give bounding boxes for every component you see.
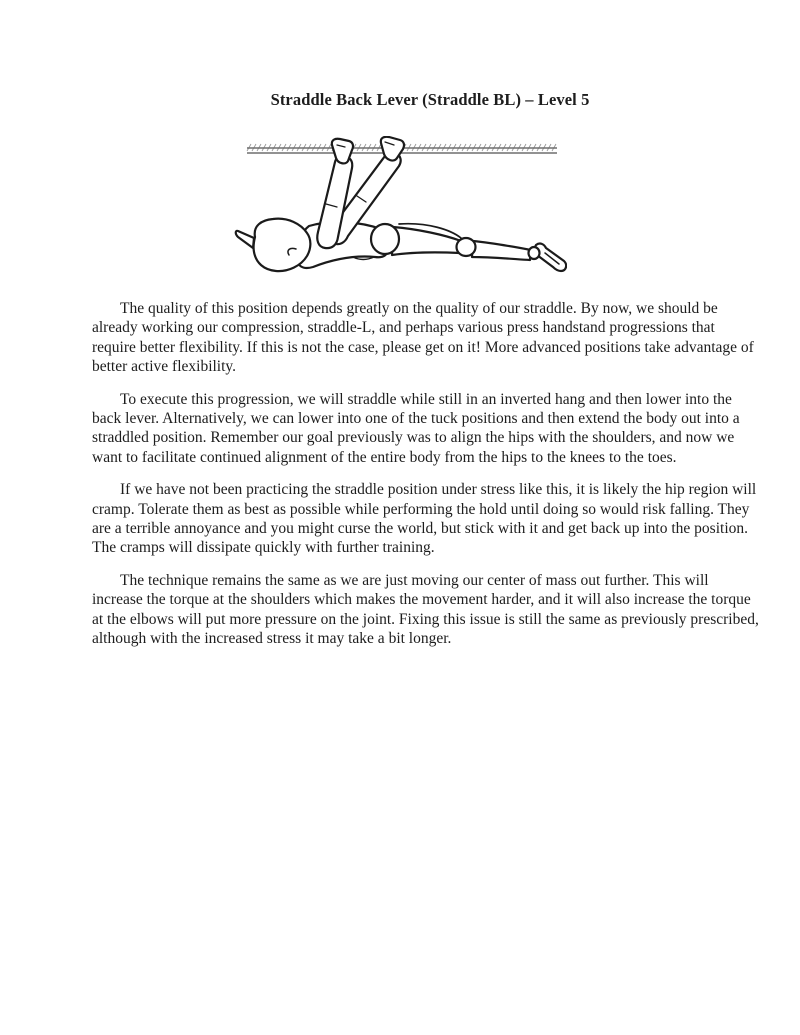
athlete-figure-graphic (236, 137, 566, 271)
body-text (0, 286, 800, 648)
page-title: Straddle Back Lever (Straddle BL) – Level 5 (270, 90, 590, 109)
body-paragraph-4: The technique remains the same as we are just moving our center of mass out further. This will increase the torque at the shoulders which makes the movement harder, and it will also increase the torque at the elbows will put more pressure on the joint. Fixing this issue is still the same as previously prescribed, although with the increased stress it may take a bit longer. (92, 572, 759, 647)
body-paragraph-2: To execute this progression, we will straddle while still in an inverted hang and then lower into the back lever. Alternatively, we can lower into one of the tuck positions and then extend the body out into a straddled position. Remember our goal previously was to align the hips with the shoulders, and now we want to facilitate continued alignment of the entire body from the hips to the knees to the toes. (92, 390, 740, 466)
exercise-illustration-figure (233, 136, 567, 286)
body-paragraph-1: The quality of this position depends greatly on the quality of our straddle. By now, we should be already working our compression, straddle-L, and perhaps various press handstand progressions that require better flexibility. If this is not the case, please get on it! More advanced positions take advantage of better active flexibility. (92, 300, 754, 375)
straddle-back-lever-illustration (233, 136, 567, 286)
body-paragraph-3: If we have not been practicing the straddle position under stress like this, it is likely the hip region will cramp. Tolerate them as best as possible while performing the hold until doing so would risk falling. They are a terrible annoyance and you might curse the world, but stick with it and get back up into the position. The cramps will dissipate quickly with further training. (92, 481, 757, 557)
